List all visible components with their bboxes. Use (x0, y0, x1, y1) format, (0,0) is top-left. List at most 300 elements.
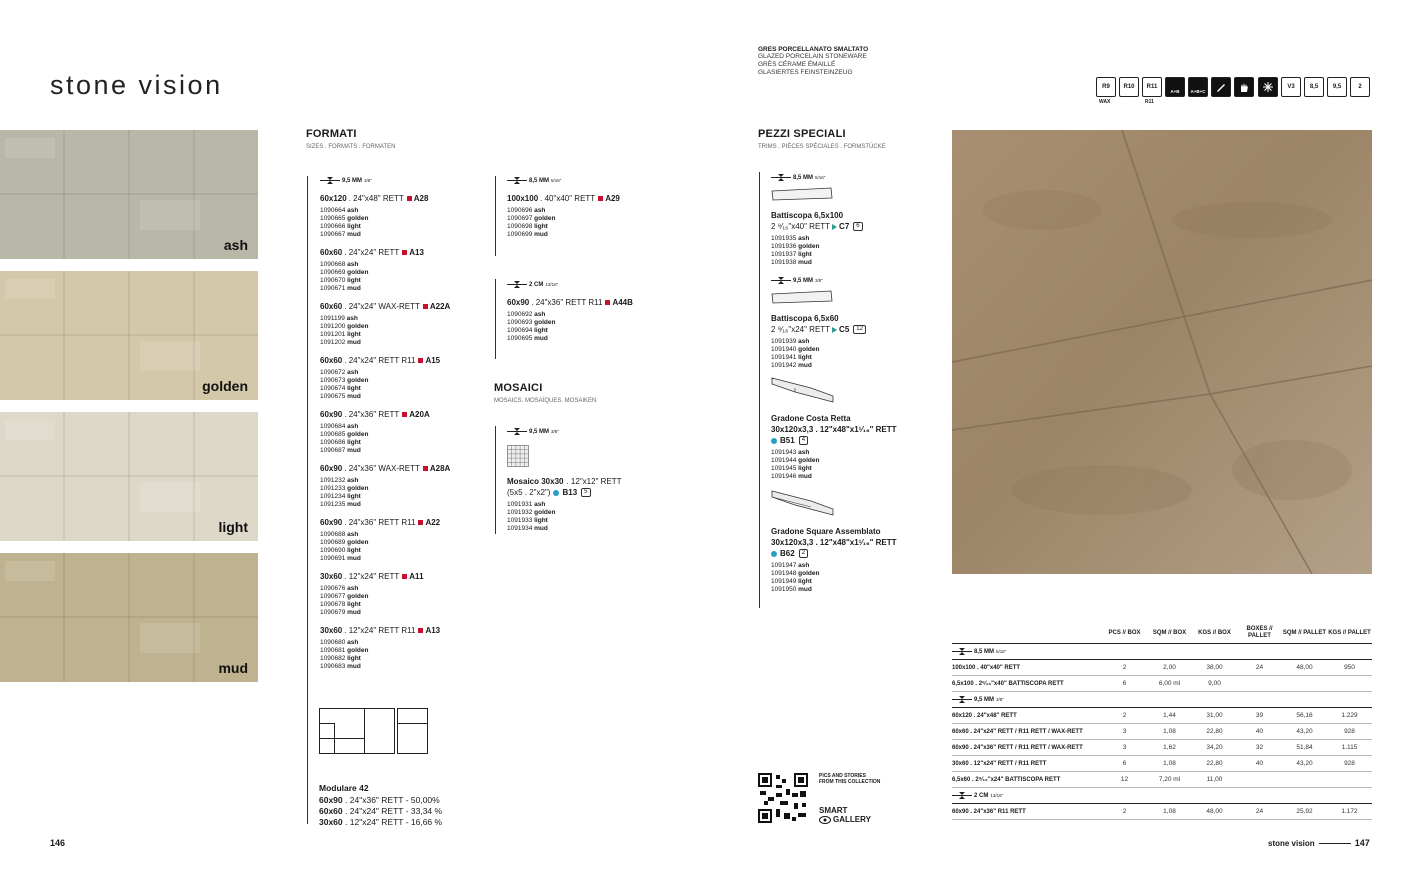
article-color: ash (347, 531, 359, 538)
thickness-label (507, 281, 677, 288)
article-number: 1091944 (771, 457, 797, 464)
modulare-line (319, 806, 442, 817)
article-code-row (320, 647, 490, 655)
qr-caption-line1: PICS AND STORIES (819, 773, 866, 779)
table-cell: 12 (1102, 772, 1147, 788)
thickness-mm: 9,5 MM (974, 696, 995, 703)
format-detail: . 12"x24" RETT R11 (344, 626, 416, 635)
column-header: PCS // BOX (1108, 629, 1141, 636)
article-codes (320, 207, 490, 239)
article-codes (507, 311, 677, 343)
table-cell: 1.115 (1327, 740, 1372, 756)
article-code-row (771, 578, 941, 586)
article-color: mud (347, 285, 361, 292)
table-cell: 22,80 (1192, 756, 1237, 772)
swatch-label: light (218, 519, 248, 535)
thickness-mm: 2 CM (974, 792, 989, 799)
red-square-icon (402, 412, 407, 417)
article-color: mud (347, 447, 361, 454)
article-color: golden (347, 647, 369, 654)
format-code: A44B (612, 298, 633, 307)
article-number: 1091945 (771, 465, 797, 472)
thickness-85-icon (1304, 77, 1324, 97)
article-number: 1091940 (771, 346, 797, 353)
article-number: 1091950 (771, 586, 797, 593)
article-code-row (320, 207, 490, 215)
row-label: 100x100 . 40"x40" RETT (952, 660, 1102, 676)
floor-photo (952, 130, 1372, 574)
material-line: GLASIERTES FEINSTEINZEUG (758, 69, 853, 76)
article-color: golden (798, 346, 820, 353)
table-cell: 22,80 (1192, 724, 1237, 740)
page-number-right: 147 (1354, 838, 1370, 848)
article-code-row (771, 570, 941, 578)
format-code: A22 (425, 518, 441, 527)
article-code-row (771, 473, 941, 481)
article-codes (771, 562, 941, 594)
hand-icon (1234, 77, 1254, 97)
row-label: 30x60 . 12"x24" RETT / R11 RETT (952, 756, 1102, 772)
footer-right (1268, 838, 1370, 848)
format-title (320, 626, 490, 635)
table-cell: 2 (1102, 804, 1147, 820)
article-codes (320, 639, 490, 671)
format-size: 60x60 (320, 302, 343, 311)
article-code-row (320, 369, 490, 377)
article-code-row (320, 477, 490, 485)
article-color: ash (798, 338, 810, 345)
table-cell: 1.172 (1327, 804, 1372, 820)
article-number: 1090681 (320, 647, 346, 654)
article-code-row (320, 323, 490, 331)
article-color: mud (347, 663, 361, 670)
format-detail: . 40"x40" RETT (540, 194, 596, 203)
format-detail: . 24"x24" WAX-RETT (344, 302, 420, 311)
format-code: A15 (425, 356, 441, 365)
article-color: mud (347, 609, 361, 616)
v3-icon (1281, 77, 1301, 97)
step-tread-icon (771, 489, 835, 517)
pieces-badge: 4 (799, 436, 808, 445)
format-item (320, 518, 490, 563)
swatch-light (0, 412, 258, 541)
article-color: golden (347, 269, 369, 276)
smart-gallery-link[interactable] (819, 806, 871, 824)
article-number: 1090692 (507, 311, 533, 318)
spec-icon-label: R11 (1146, 84, 1158, 90)
format-size: 60x90 (507, 298, 530, 307)
shoe-abc-icon (1188, 77, 1208, 97)
table-cell: 1,08 (1147, 756, 1192, 772)
article-color: ash (534, 311, 546, 318)
triangle-marker-icon (832, 327, 837, 333)
article-number: 1090672 (320, 369, 346, 376)
article-number: 1091235 (320, 501, 346, 508)
mosaic-chip-size: (5x5 . 2"x2") (507, 488, 551, 497)
special-piece-code: B62 (780, 549, 795, 558)
thickness-mm: 8,5 MM (529, 177, 550, 184)
article-number: 1090693 (507, 319, 533, 326)
article-number: 1090696 (507, 207, 533, 214)
dot-marker-icon (553, 490, 559, 496)
swatch-label: ash (223, 237, 248, 253)
column-header: BOXES // PALLET (1246, 626, 1273, 639)
article-number: 1090676 (320, 585, 346, 592)
mosaici-header (494, 382, 596, 404)
thickness-row (952, 692, 1372, 708)
article-number: 1091935 (771, 235, 797, 242)
qr-caption (819, 773, 880, 785)
article-codes (320, 315, 490, 347)
mosaic-code: B13 (562, 488, 578, 497)
article-codes (771, 449, 941, 481)
article-code-row (507, 207, 677, 215)
table-cell: 6 (1102, 676, 1147, 692)
thickness-icon (952, 648, 972, 655)
table-cell: 1,08 (1147, 724, 1192, 740)
formati-column-1 (320, 177, 490, 680)
article-color: golden (534, 319, 556, 326)
special-piece-code-line (771, 221, 941, 232)
article-code-row (771, 465, 941, 473)
article-color: golden (798, 243, 820, 250)
article-color: light (347, 277, 361, 284)
table-cell: 48,00 (1282, 660, 1327, 676)
modulare-size: 30x60 (319, 817, 343, 827)
article-number: 1091932 (507, 509, 533, 516)
table-cell: 1,62 (1147, 740, 1192, 756)
article-color: ash (347, 423, 359, 430)
article-code-row (771, 259, 941, 267)
footer-collection-name: stone vision (1268, 838, 1315, 848)
spec-icon-label: V3 (1287, 84, 1295, 90)
formati-title: FORMATI (306, 128, 357, 140)
thickness-mm: 8,5 MM (974, 648, 995, 655)
table-cell: 9,00 (1192, 676, 1237, 692)
article-color: ash (347, 261, 359, 268)
dot-marker-icon (771, 551, 777, 557)
swatch-tile-grid (0, 130, 258, 259)
article-code-row (771, 251, 941, 259)
article-code-row (507, 319, 677, 327)
qr-code[interactable] (758, 773, 808, 823)
article-color: light (347, 385, 361, 392)
article-color: golden (798, 570, 820, 577)
article-number: 1091936 (771, 243, 797, 250)
table-cell (1282, 676, 1327, 692)
table-cell: 40 (1237, 756, 1282, 772)
pieces-badge: 2 (799, 549, 808, 558)
article-color: golden (347, 215, 369, 222)
pezzi-column (771, 174, 941, 594)
thickness-inch: 3/8" (364, 178, 372, 183)
article-code-row (320, 609, 490, 617)
table-cell: 25,92 (1282, 804, 1327, 820)
article-code-row (507, 335, 677, 343)
page-number-left: 146 (50, 838, 66, 848)
article-number: 1091939 (771, 338, 797, 345)
table-cell: 2 (1102, 660, 1147, 676)
format-code: A22A (429, 302, 451, 311)
special-piece (771, 277, 941, 370)
article-number: 1090685 (320, 431, 346, 438)
format-title (507, 298, 677, 307)
special-piece (771, 376, 941, 481)
article-number: 1091931 (507, 501, 533, 508)
article-number: 1091200 (320, 323, 346, 330)
format-detail: . 24"x36" RETT R11 (531, 298, 603, 307)
table-cell: 11,00 (1192, 772, 1237, 788)
spec-icon-label: 9,5 (1332, 84, 1342, 90)
special-piece-code: B51 (780, 436, 795, 445)
format-size: 60x60 (320, 356, 343, 365)
format-code: A28A (429, 464, 451, 473)
modulare-layout-icon (319, 708, 429, 756)
article-color: golden (347, 377, 369, 384)
article-number: 1090687 (320, 447, 346, 454)
table-cell (1282, 772, 1327, 788)
article-color: ash (798, 449, 810, 456)
format-item (320, 464, 490, 509)
article-code-row (320, 585, 490, 593)
thickness-95-icon (1327, 77, 1347, 97)
article-code-row (320, 393, 490, 401)
special-piece-code-line (771, 324, 941, 335)
special-piece (771, 489, 941, 594)
article-color: light (534, 223, 548, 230)
gallery-logo-icon (819, 816, 831, 824)
article-color: ash (798, 235, 810, 242)
table-cell: 51,84 (1282, 740, 1327, 756)
article-code-row (507, 327, 677, 335)
article-code-row (771, 235, 941, 243)
table-row (952, 772, 1372, 788)
spec-icon-label: R10 (1123, 84, 1135, 90)
article-color: ash (346, 315, 358, 322)
article-color: ash (798, 562, 810, 569)
article-number: 1091941 (771, 354, 797, 361)
article-color: light (798, 465, 812, 472)
article-color: ash (347, 477, 359, 484)
red-square-icon (423, 466, 428, 471)
format-size: 100x100 (507, 194, 539, 203)
table-cell: 1.229 (1327, 708, 1372, 724)
article-number: 1090666 (320, 223, 346, 230)
spec-icon-label: 2 (1358, 84, 1362, 90)
thickness-mm: 8,5 MM (793, 174, 814, 181)
format-item (320, 410, 490, 455)
column-rule (759, 172, 760, 608)
article-color: light (347, 331, 361, 338)
format-code: A11 (409, 572, 424, 581)
format-code: A28 (413, 194, 429, 203)
modulare-block (319, 783, 442, 828)
format-title (320, 194, 490, 203)
article-codes (771, 338, 941, 370)
article-number: 1091949 (771, 578, 797, 585)
table-cell: 6,00 ml (1147, 676, 1192, 692)
article-number: 1091202 (320, 339, 346, 346)
article-code-row (320, 261, 490, 269)
format-code: A29 (605, 194, 620, 203)
special-piece (771, 174, 941, 267)
article-code-row (320, 547, 490, 555)
table-cell: 34,20 (1192, 740, 1237, 756)
article-code-row (320, 439, 490, 447)
table-cell: 928 (1327, 756, 1372, 772)
article-code-row (320, 331, 490, 339)
article-code-row (320, 269, 490, 277)
article-number: 1091232 (320, 477, 346, 484)
thickness-inch: 13/16" (990, 793, 1004, 798)
article-color: mud (798, 586, 812, 593)
thickness-label (507, 177, 677, 184)
table-row (952, 804, 1372, 820)
modulare-detail: . 24"x24" RETT - 33,34 % (345, 806, 443, 816)
article-code-row (320, 423, 490, 431)
swatch-label: mud (218, 660, 248, 676)
article-color: ash (347, 207, 359, 214)
article-code-row (320, 493, 490, 501)
article-number: 1090688 (320, 531, 346, 538)
red-square-icon (418, 520, 423, 525)
article-codes (320, 531, 490, 563)
article-codes (320, 585, 490, 617)
row-label: 6,5x60 . 2⁹⁄₁₆"x24" BATTISCOPA RETT (952, 772, 1102, 788)
modulare-line (319, 817, 442, 828)
article-number: 1090668 (320, 261, 346, 268)
red-square-icon (407, 196, 412, 201)
column-rule (307, 176, 308, 824)
article-color: light (798, 578, 812, 585)
article-number: 1090694 (507, 327, 533, 334)
article-number: 1091946 (771, 473, 797, 480)
article-code-row (320, 555, 490, 563)
table-cell: 3 (1102, 724, 1147, 740)
article-number: 1090669 (320, 269, 346, 276)
format-size: 60x90 (320, 518, 343, 527)
swatch-ash (0, 130, 258, 259)
table-row (952, 756, 1372, 772)
article-number: 1090698 (507, 223, 533, 230)
special-piece-size: 30x120x3,3 . 12"x48"x1¹⁄₁₆" RETT (771, 538, 897, 547)
article-color: golden (347, 485, 369, 492)
mosaici-title: MOSAICI (494, 382, 543, 394)
column-rule (495, 279, 496, 359)
thickness-icon (320, 177, 340, 184)
format-title (320, 248, 490, 257)
article-number: 1090697 (507, 215, 533, 222)
spec-icon-label: A+B (1170, 89, 1180, 94)
swatch-golden (0, 271, 258, 400)
column-rule (495, 426, 496, 534)
article-code-row (320, 531, 490, 539)
thickness-icon (507, 281, 527, 288)
column-header: SQM // BOX (1152, 629, 1187, 636)
format-title (320, 572, 490, 581)
material-title: GRES PORCELLANATO SMALTATO (758, 46, 869, 53)
article-code-row (507, 525, 677, 533)
article-number: 1090673 (320, 377, 346, 384)
article-code-row (771, 562, 941, 570)
thickness-label (320, 177, 490, 184)
format-code: A13 (409, 248, 424, 257)
skirting-icon (771, 290, 833, 304)
article-number: 1091948 (771, 570, 797, 577)
article-number: 1091933 (507, 517, 533, 524)
red-square-icon (605, 300, 610, 305)
formati-column-2b (507, 281, 677, 352)
format-title (320, 302, 490, 311)
article-number: 1090695 (507, 335, 533, 342)
modulare-size: 60x90 (319, 795, 343, 805)
article-codes (320, 477, 490, 509)
pezzi-subtitle: TRIMS . PIÈCES SPÉCIALES . FORMSTÜCKE (758, 144, 886, 150)
r10-icon (1119, 77, 1139, 97)
article-color: mud (347, 393, 361, 400)
article-code-row (320, 223, 490, 231)
dot-marker-icon (771, 438, 777, 444)
article-color: mud (798, 259, 812, 266)
thickness-inch: 5/16" (996, 649, 1007, 654)
spec-icon-sub: WAX (1099, 99, 1111, 105)
thickness-icon (952, 792, 972, 799)
article-number: 1090683 (320, 663, 346, 670)
article-number: 1091947 (771, 562, 797, 569)
r9-icon (1096, 77, 1116, 97)
column-rule (495, 176, 496, 256)
stain-icon (1211, 77, 1231, 97)
article-code-row (507, 501, 677, 509)
thickness-inch: 13/16" (545, 282, 559, 287)
qr-caption-line2: FROM THIS COLLECTION (819, 779, 881, 785)
formati-subtitle: SIZES . FORMATS . FORMATEN (306, 144, 396, 150)
table-cell: 6 (1102, 756, 1147, 772)
article-color: ash (534, 207, 546, 214)
special-piece-name: Battiscopa 6,5x60 (771, 314, 839, 323)
article-code-row (320, 431, 490, 439)
special-piece-dim: 2 ⁹⁄₁₆"x24" RETT (771, 325, 831, 334)
table-cell: 24 (1237, 804, 1282, 820)
format-item (320, 194, 490, 239)
packing-table (952, 626, 1372, 820)
table-cell: 48,00 (1192, 804, 1237, 820)
row-label: 60x120 . 24"x48" RETT (952, 708, 1102, 724)
format-code: A13 (425, 626, 441, 635)
mosaici-block (507, 428, 677, 533)
special-piece-name: Gradone Costa Retta (771, 414, 851, 423)
article-number: 1091937 (771, 251, 797, 258)
thickness-label: 9,5 MM 3/8" (507, 428, 677, 435)
article-code-row (771, 243, 941, 251)
article-number: 1090677 (320, 593, 346, 600)
article-color: ash (347, 585, 359, 592)
red-square-icon (402, 574, 407, 579)
table-cell: 2 (1102, 708, 1147, 724)
format-detail: . 24"x36" WAX-RETT (344, 464, 420, 473)
article-color: ash (347, 369, 359, 376)
article-number: 1091942 (771, 362, 797, 369)
article-number: 1090667 (320, 231, 346, 238)
format-detail: . 12"x24" RETT (344, 572, 400, 581)
table-row (952, 676, 1372, 692)
format-code: A20A (409, 410, 430, 419)
article-code-row (320, 485, 490, 493)
thickness-mm: 9,5 MM (793, 277, 814, 284)
table-row (952, 740, 1372, 756)
table-cell (1327, 676, 1372, 692)
article-color: mud (534, 335, 548, 342)
